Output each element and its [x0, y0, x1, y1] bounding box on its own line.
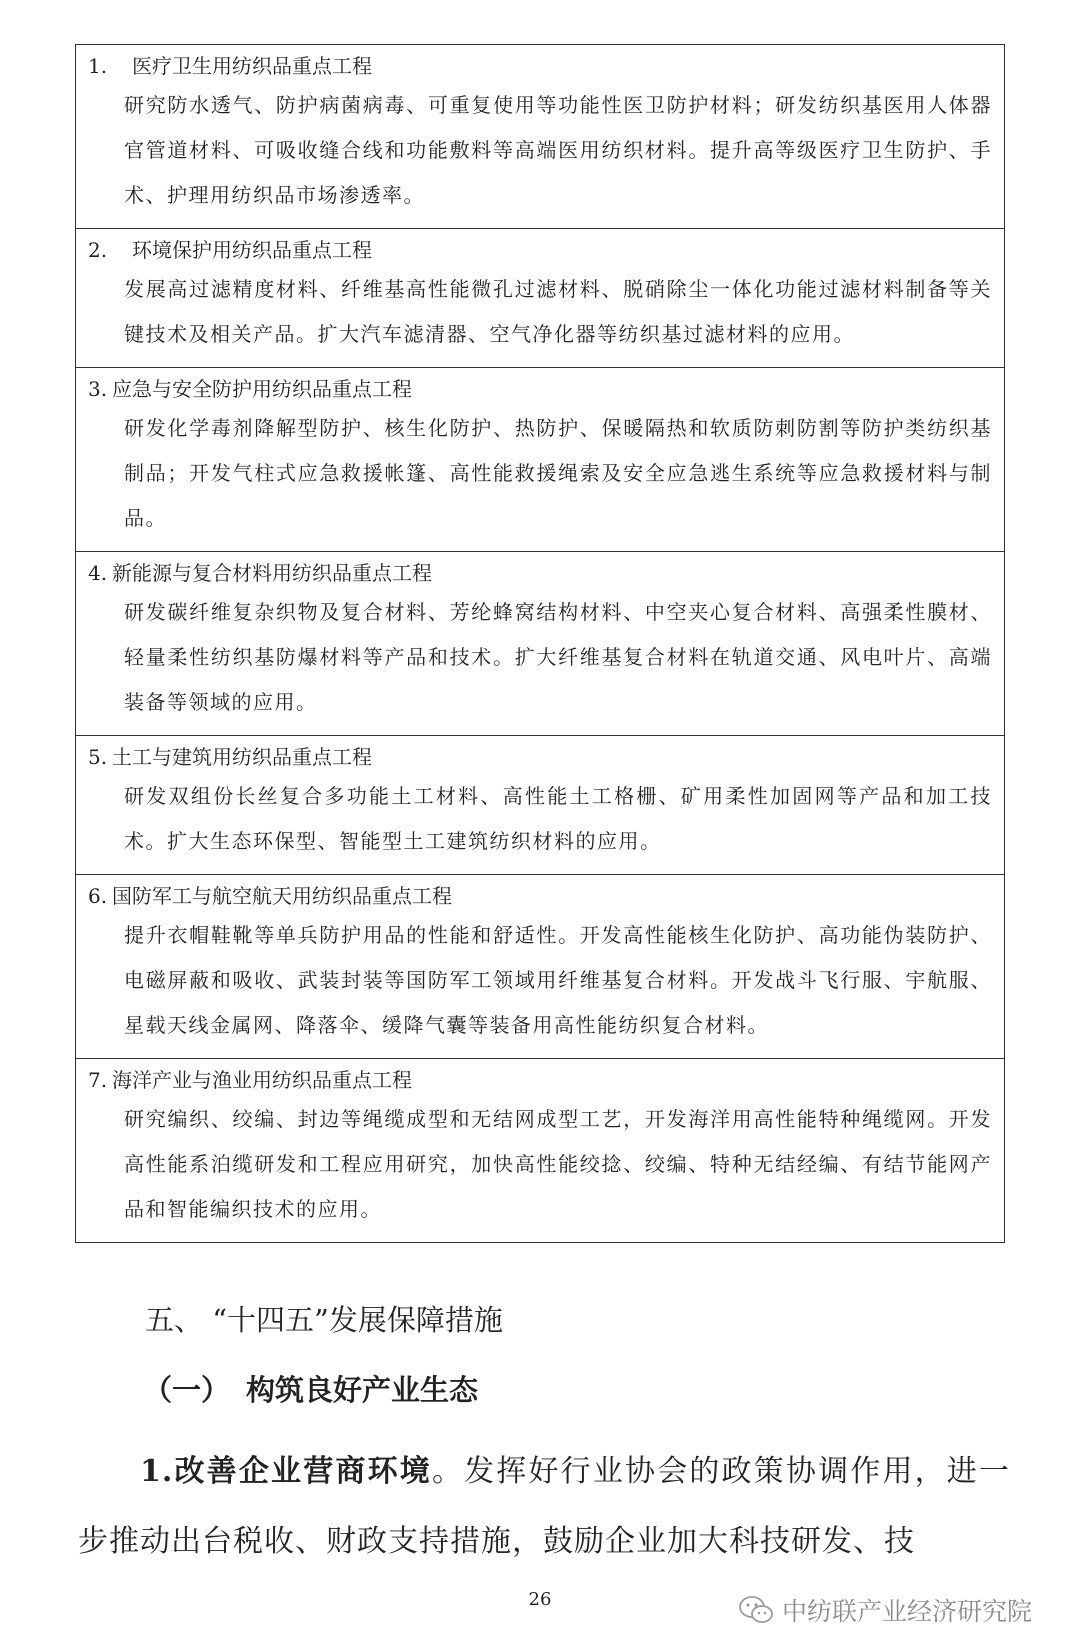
project-description: 研发碳纤维复杂织物及复合材料、芳纶蜂窝结构材料、中空夹心复合材料、高强柔性膜材、轻量柔性纺织基防爆材料等产品和技术。扩大纤维基复合材料在轨道交通、风电叶片、高端装备等领域的应用。	[124, 600, 992, 714]
project-cell	[76, 875, 1005, 1059]
project-number: 2.	[88, 238, 108, 262]
watermark	[738, 1590, 1032, 1630]
project-description: 研发双组份长丝复合多功能土工材料、高性能土工格栅、矿用柔性加固网等产品和加工技术。扩大生态环保型、智能型土工建筑纺织材料的应用。	[124, 784, 992, 853]
project-description: 发展高过滤精度材料、纤维基高性能微孔过滤材料、脱硝除尘一体化功能过滤材料制备等关键技术及相关产品。扩大汽车滤清器、空气净化器等纺织基过滤材料的应用。	[124, 277, 992, 346]
project-description: 研发化学毒剂降解型防护、核生化防护、热防护、保暖隔热和软质防刺防割等防护类纺织基制品；开发气柱式应急救援帐篷、高性能救援绳索及安全应急逃生系统等应急救援材料与制品。	[124, 416, 992, 530]
watermark-text: 中纺联产业经济研究院	[782, 1597, 1033, 1626]
project-cell	[76, 368, 1005, 552]
project-title	[88, 376, 992, 402]
project-row-6	[76, 875, 1005, 1059]
project-title-text: 土工与建筑用纺织品重点工程	[112, 745, 372, 769]
project-title	[88, 237, 992, 263]
project-title	[88, 883, 992, 909]
project-row-7	[76, 1059, 1005, 1243]
page-number: 26	[528, 1589, 552, 1610]
project-title	[88, 1067, 992, 1093]
project-number: 7.	[88, 1068, 108, 1092]
project-title	[88, 53, 992, 79]
subsection-heading	[143, 1370, 478, 1410]
section-heading: 五、 “十四五”发展保障措施	[145, 1303, 503, 1337]
project-title-text: 新能源与复合材料用纺织品重点工程	[112, 561, 432, 585]
project-cell	[76, 736, 1005, 875]
project-description: 研究防水透气、防护病菌病毒、可重复使用等功能性医卫防护材料；研发纺织基医用人体器官管道材料、可吸收缝合线和功能敷料等高端医用纺织材料。提升高等级医疗卫生防护、手术、护理用纺织品市场渗透率。	[124, 93, 992, 207]
project-number: 1.	[88, 54, 108, 78]
project-row-1	[76, 45, 1005, 229]
project-number: 3.	[88, 377, 108, 401]
project-row-3	[76, 368, 1005, 552]
project-cell	[76, 552, 1005, 736]
project-title-text: 海洋产业与渔业用纺织品重点工程	[112, 1068, 412, 1092]
project-title	[88, 560, 992, 586]
project-title-text: 应急与安全防护用纺织品重点工程	[112, 377, 412, 401]
project-title-text: 国防军工与航空航天用纺织品重点工程	[112, 884, 452, 908]
project-title-text: 医疗卫生用纺织品重点工程	[132, 54, 372, 78]
subsection-title: 构筑良好产业生态	[246, 1373, 479, 1407]
body-paragraph	[78, 1437, 1010, 1577]
project-cell	[76, 1059, 1005, 1243]
wechat-icon	[738, 1595, 774, 1625]
project-title-text: 环境保护用纺织品重点工程	[132, 238, 372, 262]
project-row-2	[76, 229, 1005, 368]
project-row-4	[76, 552, 1005, 736]
project-cell	[76, 229, 1005, 368]
project-description: 提升衣帽鞋靴等单兵防护用品的性能和舒适性。开发高性能核生化防护、高功能伪装防护、电磁屏蔽和吸收、武装封装等国防军工领域用纤维基复合材料。开发战斗飞行服、宇航服、星载天线金属网、降落伞、缓降气囊等装备用高性能纺织复合材料。	[124, 923, 992, 1037]
project-cell	[76, 45, 1005, 229]
paragraph-lead: 1.改善企业营商环境	[140, 1454, 432, 1489]
project-title	[88, 744, 992, 770]
project-number: 6.	[88, 884, 108, 908]
project-description: 研究编织、绞编、封边等绳缆成型和无结网成型工艺，开发海洋用高性能特种绳缆网。开发高性能系泊缆研发和工程应用研究，加快高性能绞捻、绞编、特种无结经编、有结节能网产品和智能编织技术的应用。	[124, 1107, 992, 1221]
paragraph-text: 。发挥好行业协会的政策协调作用，进一步推动出台税收、财政支持措施，鼓励企业加大科技研发、技	[78, 1454, 1010, 1559]
subsection-number: （一）	[143, 1373, 231, 1407]
key-projects-table	[75, 44, 1005, 1243]
project-number: 5.	[88, 745, 108, 769]
project-row-5	[76, 736, 1005, 875]
project-number: 4.	[88, 561, 108, 585]
